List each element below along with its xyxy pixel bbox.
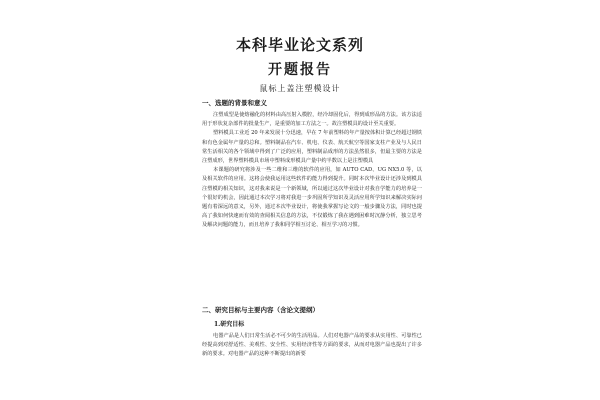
report-title: 开题报告 xyxy=(268,62,332,78)
topic-title: 鼠标上盖注塑模设计 xyxy=(259,84,341,93)
series-title: 本科毕业论文系列 xyxy=(235,36,364,54)
section-heading-background: 一、选题的背景和意义 xyxy=(202,99,267,107)
paragraph: 本课题的研究将涉及一些二维和三维的软件的应用，如 AUTO CAD、UG NX5.0 等，以及相关软件的应用。这将会使我运用这些软件的能力得到提升。同时本次毕业设计还涉及到模具注塑模的相关知识，这对我来说是一个新领域，所以通过这次毕业设计对我自学能力的培养是一个很好的机会，因此通过本次学习将对我进一步巩固所学知识及灵活应用所学知识来解决实际问题有着深远的意义，另外，通过本次毕业设计，将使我掌握写论文的一般步骤及方法，同时也提高了我如何快速而有效的查阅相关信息的方法，不仅锻炼了我在遇到困难时沉静分析，独立思考及解决问题的能力，而且培养了我和同学相互讨论、相互学习的习惯。 xyxy=(202,167,422,229)
section2-body xyxy=(202,332,422,360)
paragraph: 塑料模具工业近 20 年来发展十分迅速，早在 7 年前塑料的年产量按体积计算已经超过钢铁和有色金属年产量的总和。塑料制品在汽车、机电、仪表、航天航空等国家支柱产业及与人民日常生活相关的各个领域中得到了广泛的应用，塑料制品成形的方法虽然很多，但最主要的方法是注塑成形，世界塑料模具市场中塑料成形模具产量中约半数以上是注塑模具 xyxy=(202,130,422,165)
section-heading-goals: 二、研究目标与主要内容（含论文提纲） xyxy=(202,306,319,314)
paragraph: 电器产品是人们日常生活必不可少的生活用品。人们对电器产品的要求从实用性、可靠性已经提高到对舒适性、美观性、安全性、实用经济性等方面的要求，从而对电器产品也提出了许多新的要求。对电器产品的这种不断提出的新要 xyxy=(202,333,422,358)
paragraph: 注塑成型是使熔融化的材料由高压射入模腔，经冷却固化后，得到成形品的方法。该方法适用于形状复杂部件的批量生产，是重要的加工方法之一。故注塑模具的设计至关重要。 xyxy=(202,112,422,128)
subheading-goal: 1.研究目标 xyxy=(214,321,245,328)
section1-body xyxy=(202,111,422,231)
